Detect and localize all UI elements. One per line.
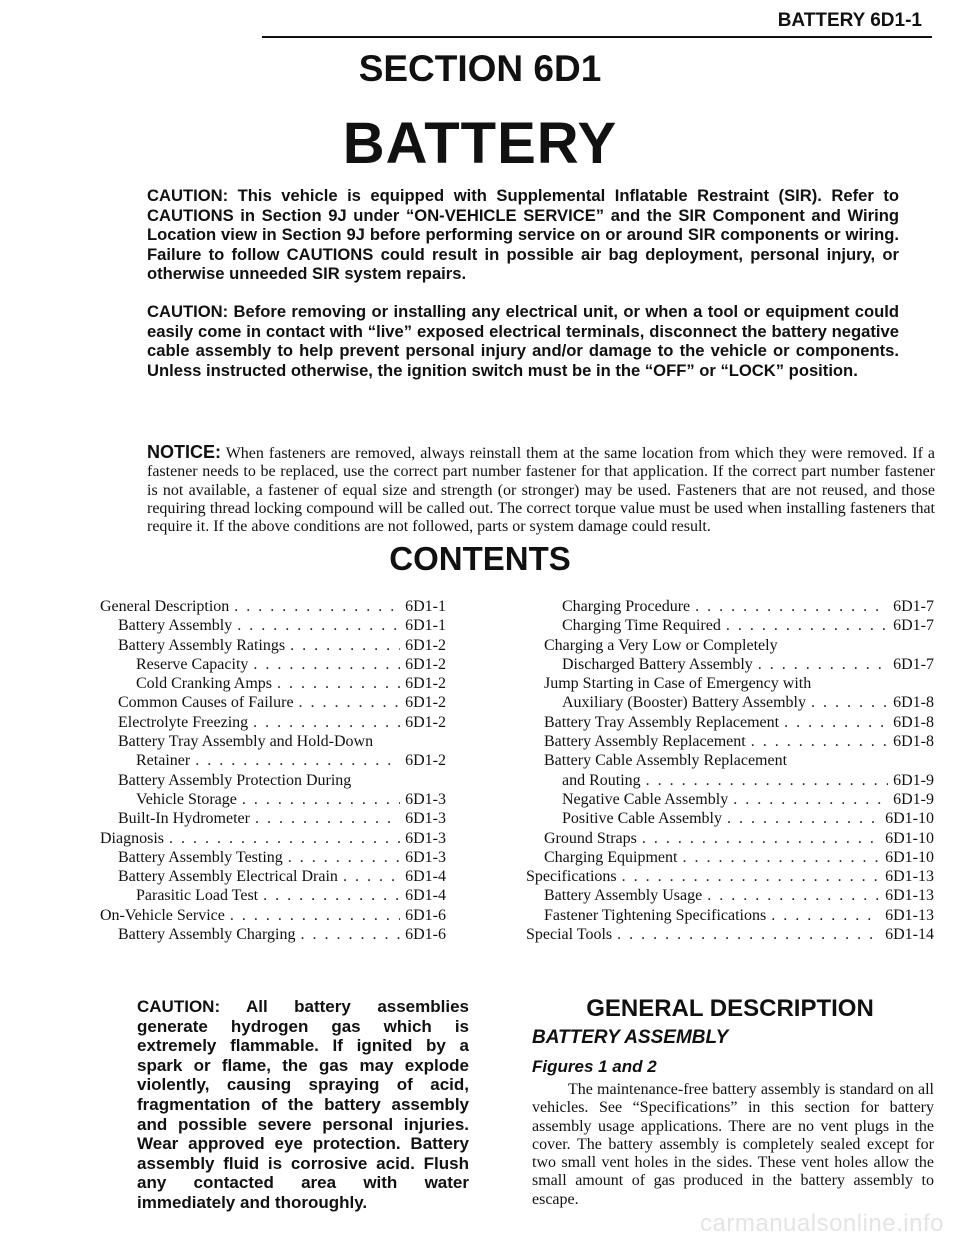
chapter-title: BATTERY [342,111,618,176]
toc-entry [100,732,446,751]
toc-dot-leader [242,790,400,809]
toc-entry [526,771,934,790]
toc-entry-page: 6D1-9 [893,771,934,789]
toc-entry-page: 6D1-2 [405,636,446,654]
toc-entry-title: Cold Cranking Amps [136,675,273,693]
battery-assembly-subheading: BATTERY ASSEMBLY [532,1027,729,1048]
toc-dot-leader [617,925,880,944]
general-description-body: The maintenance-free battery assembly is standard on all vehicles. See “Specifications” in this section for battery assembly usage applications. There are no vent plugs in the cover. The battery assembly is completely sealed except for two small vent holes in the sides. These vent holes allow the small amount of gas produced in the battery assembly to escape. [532,1081,934,1208]
toc-entry-page: 6D1-6 [405,906,446,924]
toc-entry-title: Charging Equipment [544,848,678,866]
toc-entry-title: Special Tools [526,926,613,944]
toc-entry-title: Parasitic Load Test [136,887,259,905]
toc-entry [100,771,446,790]
toc-entry-title: Negative Cable Assembly [562,790,729,808]
toc-entry-title: and Routing [562,771,641,789]
toc-entry-title: Battery Assembly Charging [118,926,296,944]
toc-entry-title: Auxiliary (Booster) Battery Assembly [562,694,806,712]
toc-entry-title: Reserve Capacity [136,655,249,673]
toc-entry-page: 6D1-2 [405,752,446,770]
toc-entry [526,693,934,712]
toc-entry [100,925,446,944]
toc-dot-leader [169,829,400,848]
toc-entry-page: 6D1-3 [405,829,446,847]
toc-entry-title: Battery Tray Assembly Replacement [544,713,780,731]
toc-entry-page: 6D1-13 [885,868,934,886]
toc-entry [526,906,934,925]
toc-dot-leader [253,655,400,674]
toc-entry-page: 6D1-10 [885,829,934,847]
toc-entry-page: 6D1-8 [893,713,934,731]
toc-entry-page: 6D1-8 [893,694,934,712]
toc-dot-leader [707,886,880,905]
toc-entry-title: Diagnosis [100,829,164,847]
toc-entry-title: Battery Cable Assembly Replacement [544,752,788,770]
toc-entry [100,636,446,655]
toc-entry [100,655,446,674]
toc-entry-title: Common Causes of Failure [118,694,294,712]
toc-entry-title: Fastener Tightening Specifications [544,906,767,924]
toc-entry-title: General Description [100,598,230,615]
toc-entry-title: Battery Tray Assembly and Hold-Down [118,733,374,751]
toc-dot-leader [263,886,400,905]
toc-entry-title: Battery Assembly Replacement [544,733,746,751]
watermark: carmanualsonline.info [700,1210,944,1237]
toc-dot-leader [682,848,880,867]
toc-entry-title: Specifications [526,868,617,886]
toc-entry [100,674,446,693]
toc-entry [526,867,934,886]
toc-dot-leader [343,867,400,886]
toc-dot-leader [300,925,400,944]
toc-dot-leader [758,655,888,674]
caution-hydrogen-paragraph: CAUTION: All battery assemblies generate hydrogen gas which is extremely flammable. If ignited by a spark or flame, the gas may explode violently, causing spraying of acid, fragmentation of the battery assembly and possible severe personal injuries. Wear approved eye protection. Battery assembly fluid is corrosive acid. Flush any contacted area with water immediately and thoroughly. [137,997,469,1212]
toc-entry-page: 6D1-8 [893,733,934,751]
toc-entry-page: 6D1-6 [405,926,446,944]
toc-dot-leader [622,867,880,886]
toc-entry [526,886,934,905]
toc-entry-page: 6D1-3 [405,790,446,808]
toc-entry-page: 6D1-2 [405,694,446,712]
toc-dot-leader [230,906,400,925]
toc-entry [100,829,446,848]
toc-entry-title: On-Vehicle Service [100,906,225,924]
toc-entry [526,674,934,693]
section-title: SECTION 6D1 [358,48,602,89]
toc-entry-page: 6D1-2 [405,655,446,673]
toc-entry [100,616,446,635]
toc-dot-leader [288,848,400,867]
toc-dot-leader [727,809,880,828]
toc-dot-leader [234,597,400,616]
toc-entry [526,751,934,770]
toc-dot-leader [290,636,400,655]
toc-entry-page: 6D1-4 [405,887,446,905]
toc-entry [100,867,446,886]
toc-entry [526,829,934,848]
caution-sir-paragraph: CAUTION: This vehicle is equipped with Supplemental Inflatable Restraint (SIR). Refer to CAUTIONS in Section 9J under “ON-VEHICLE SERVICE” and the SIR Component and Wiring Location view in Section 9J before performing service on or around SIR components or wiring. Failure to follow CAUTIONS could result in possible air bag deployment, personal injury, or otherwise unneeded SIR system repairs. [147,186,899,283]
header-rule [262,36,932,38]
toc-entry-page: 6D1-1 [405,598,446,615]
toc-entry [526,655,934,674]
toc-entry [100,906,446,925]
notice-paragraph [147,443,935,536]
toc-entry [100,886,446,905]
toc-entry-title: Charging Time Required [562,617,721,635]
toc-entry-page: 6D1-7 [893,598,934,615]
toc-entry-page: 6D1-4 [405,868,446,886]
toc-entry [100,597,446,616]
toc-entry-title: Discharged Battery Assembly [562,655,753,673]
toc-entry-page: 6D1-1 [405,617,446,635]
notice-text: When fasteners are removed, always reinstall them at the same location from which they were removed. If a fastener needs to be replaced, use the correct part number fastener for that application. If the correct part number fastener is not available, a fastener of equal size and strength (or stronger) may be used. Fasteners that are not reused, and those requiring thread locking compound will be called out. The correct torque value must be used when installing fasteners that require it. If the above conditions are not followed, parts or system damage could result. [147,445,936,536]
toc-entry [100,751,446,770]
toc-dot-leader [299,693,401,712]
toc-dot-leader [811,693,888,712]
toc-dot-leader [195,751,400,770]
toc-entry-title: Battery Assembly [118,617,233,635]
toc-entry [526,597,934,616]
toc-entry [526,732,934,751]
toc-entry [526,616,934,635]
toc-entry [526,809,934,828]
figures-reference: Figures 1 and 2 [532,1057,657,1076]
toc-entry-title: Battery Assembly Usage [544,887,703,905]
toc-dot-leader [255,809,400,828]
toc-dot-leader [751,732,888,751]
toc-dot-leader [784,713,888,732]
contents-title: CONTENTS [389,540,571,577]
caution-electrical-paragraph: CAUTION: Before removing or installing any electrical unit, or when a tool or equipment could easily come in contact with “live” exposed electrical terminals, disconnect the battery negative cable assembly to help prevent personal injury and/or damage to the vehicle or components. Unless instructed otherwise, the ignition switch must be in the “OFF” or “LOCK” position. [147,302,899,380]
toc-entry [526,848,934,867]
toc-entry-page: 6D1-10 [885,848,934,866]
toc-entry-page: 6D1-13 [885,906,934,924]
toc-entry [526,925,934,944]
toc-entry-title: Vehicle Storage [136,790,237,808]
toc-entry [526,636,934,655]
toc-dot-leader [646,771,888,790]
toc-dot-leader [237,616,400,635]
toc-dot-leader [253,713,400,732]
general-description-heading: GENERAL DESCRIPTION [586,995,874,1022]
toc-dot-leader [277,674,400,693]
toc-dot-leader [642,829,880,848]
toc-entry-page: 6D1-2 [405,675,446,693]
toc-entry-page: 6D1-3 [405,810,446,828]
toc-entry-title: Battery Assembly Protection During [118,771,352,789]
toc-entry-title: Charging a Very Low or Completely [544,636,778,654]
toc-entry-title: Positive Cable Assembly [562,810,722,828]
toc-entry-page: 6D1-10 [885,810,934,828]
toc-entry-page: 6D1-3 [405,848,446,866]
toc-dot-leader [733,790,888,809]
toc-entry-title: Built-In Hydrometer [118,810,250,828]
toc-entry-title: Battery Assembly Testing [118,848,283,866]
toc-left-column [100,597,446,944]
toc-entry [526,713,934,732]
toc-entry [100,790,446,809]
toc-entry-title: Ground Straps [544,829,637,847]
toc-entry-title: Electrolyte Freezing [118,713,249,731]
toc-entry [100,848,446,867]
toc-entry-page: 6D1-13 [885,887,934,905]
toc-entry [100,713,446,732]
toc-entry [100,809,446,828]
toc-entry-title: Jump Starting in Case of Emergency with [544,675,812,693]
toc-entry-title: Battery Assembly Ratings [118,636,286,654]
toc-entry-title: Charging Procedure [562,598,691,615]
notice-label: NOTICE: [147,442,221,462]
toc-entry-page: 6D1-2 [405,713,446,731]
toc-entry [526,790,934,809]
toc-dot-leader [771,906,880,925]
toc-entry-page: 6D1-7 [893,617,934,635]
toc-entry [100,693,446,712]
toc-entry-page: 6D1-9 [893,790,934,808]
toc-right-column [526,597,934,944]
toc-entry-title: Battery Assembly Electrical Drain [118,868,338,886]
toc-dot-leader [726,616,888,635]
toc-entry-page: 6D1-14 [885,926,934,944]
toc-dot-leader [695,597,888,616]
toc-entry-title: Retainer [136,752,191,770]
toc-entry-page: 6D1-7 [893,655,934,673]
running-header: BATTERY 6D1-1 [777,10,922,31]
